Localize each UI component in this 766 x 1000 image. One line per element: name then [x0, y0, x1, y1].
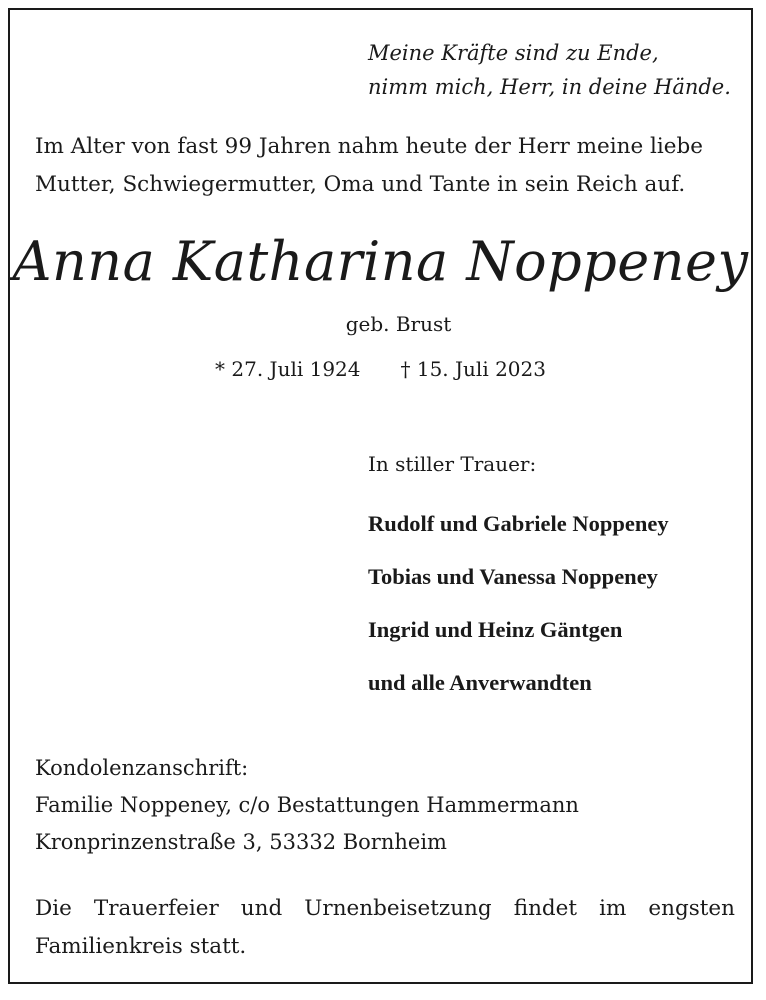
maiden-name: geb. Brust: [345, 312, 452, 336]
death-date: † 15. Juli 2023: [400, 357, 546, 381]
obituary-notice: [8, 8, 753, 984]
intro-text: [35, 128, 735, 204]
closing-note: [35, 890, 735, 966]
birth-date: * 27. Juli 1924: [215, 357, 361, 381]
mourner-name: Ingrid und Heinz Gäntgen: [368, 617, 623, 642]
verse-line-1: Meine Kräfte sind zu Ende,: [368, 41, 659, 65]
closing-line-1: Die Trauerfeier und Urnenbeisetzung findet im engsten: [35, 896, 735, 921]
mourner-name: und alle Anverwandten: [368, 670, 592, 695]
mourner-name: Rudolf und Gabriele Noppeney: [368, 511, 669, 536]
condolence-address: [35, 750, 735, 861]
intro-line-1: Im Alter von fast 99 Jahren nahm heute der Herr meine liebe: [35, 134, 703, 159]
closing-line-2: Familienkreis statt.: [35, 934, 247, 959]
condolence-line-1: Familie Noppeney, c/o Bestattungen Hammermann: [35, 793, 579, 817]
deceased-name: Anna Katharina Noppeney: [12, 230, 749, 293]
mourners-heading: In stiller Trauer:: [368, 452, 537, 476]
condolence-line-2: Kronprinzenstraße 3, 53332 Bornheim: [35, 830, 447, 854]
life-dates: [10, 355, 751, 383]
mourner-name: Tobias und Vanessa Noppeney: [368, 564, 658, 589]
verse-line-2: nimm mich, Herr, in deine Hände.: [368, 75, 731, 99]
condolence-label: Kondolenzanschrift:: [35, 756, 249, 780]
verse-quote: [368, 36, 738, 104]
mourners-list: [368, 497, 748, 709]
intro-line-2: Mutter, Schwiegermutter, Oma und Tante in sein Reich auf.: [35, 172, 686, 197]
